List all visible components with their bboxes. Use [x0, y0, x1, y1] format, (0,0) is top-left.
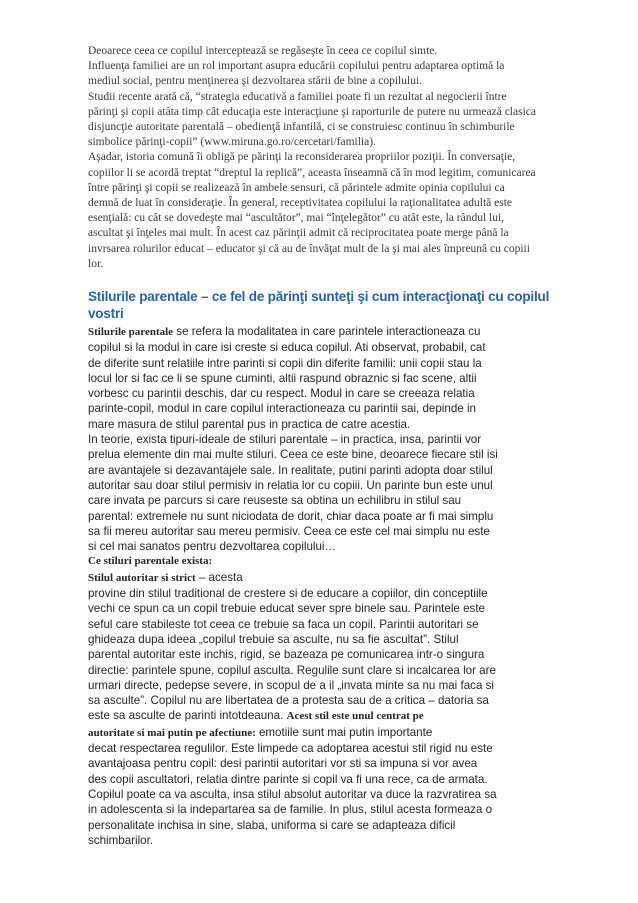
text-line: avantajoasa pentru copil: desi parintii autoritari vor sti sa impuna si vor avea [88, 757, 478, 771]
text-line: parental autoritar este inchis, rigid, se bazeaza pe comunicarea intr-o singura [88, 648, 485, 662]
text-line: simbolice părinţi-copii” (www.miruna.go.ro/cercetari/familia). [88, 136, 376, 149]
text-line: invrsarea rolurilor educat – educator şi că au de învăţat mult de la şi mai ales împreună cu copiii [88, 242, 530, 255]
text-line: des copii ascultatori, relatia dintre parinte si copil va fi una rece, ca de armata. [88, 772, 488, 786]
text-line: Studii recente arată că, “strategia educativă a familiei poate fi un rezultat al negocierii între [88, 90, 507, 103]
text-line: de diferite sunt relatiile intre parinti si copii din diferite familii: unii copii stau la [88, 356, 482, 370]
text-line: si cel mai sanatos pentru dezvoltarea copilului… [88, 540, 337, 554]
parenting-styles-body [88, 324, 562, 848]
text-line: mare masura de stilul parental pus in practica de catre acestia. [88, 417, 411, 431]
section-heading-line: vostri [88, 306, 124, 321]
text-line: care invata pe parcurs si care reuseste sa obtina un echilibru in stilul sau [88, 494, 462, 508]
text-line: între părinţi şi copii se realizează în ambele sensuri, că părintele admite opinia copilului ca [88, 181, 505, 194]
text-line: seful care stabileste tot ceea ce trebuie sa faca un copil. Parintii autoritari se [88, 617, 479, 631]
text-line: ascultat şi înţeles mai mult. În acest caz părinţii admit că reciprocitatea poate merge până la [88, 227, 509, 240]
text-line: sa fii mereu autoritar sau mereu permisiv. Ceea ce este cel mai simplu nu este [88, 524, 490, 538]
text-line: este sa asculte de parinti intotdeauna. Acest stil este unul centrat pe [88, 709, 424, 723]
text-line: In teorie, exista tipuri-ideale de stiluri parentale – in practica, insa, parintii vor [88, 433, 482, 447]
emphasis-text: autoritate si mai putin pe afectiune: [88, 726, 256, 739]
section-heading [88, 288, 568, 322]
text-line: parinte-copil, modul in care copilul interactioneaza cu parintii sai, depinde in [88, 402, 476, 416]
text-line: Aşadar, istoria comună îi obligă pe părinţi la reconsiderarea propriilor poziţii. În conversaţie, [88, 151, 516, 164]
subheading-styles: Ce stiluri parentale exista: [88, 555, 213, 568]
text-line: lor. [88, 257, 104, 270]
text-line: esenţială: cu cât se dovedeşte mai “ascultător”, mai “înţelegător” cu atât este, la rândul lui, [88, 212, 505, 225]
text-line: copiilor li se acordă treptat “dreptul la replică”, aceasta înseamnă că în mod legitim, comunicarea [88, 166, 536, 179]
text-line: vorbesc cu parintii deschis, dar cu respect. Modul in care se creeaza relatia [88, 387, 475, 401]
text-line: Deoarece ceea ce copilul interceptează se regăseşte în ceea ce copilul simte. [88, 45, 438, 57]
text-line: ghideaza dupa ideea „copilul trebuie sa asculte, nu sa fie ascultat”. Stilul [88, 632, 459, 646]
text-line: decat respectarea regulilor. Este limpede ca adoptarea acestui stil rigid nu este [88, 742, 493, 756]
text-line: locul lor si fac ce li se spune cuminti, altii raspund obraznic si fac scene, altii [88, 371, 477, 385]
text-line: directie: parintele spune, copilul asculta. Regulile sunt clare si incalcarea lor are [88, 663, 496, 677]
text-line: vechi ce spun ca un copil trebuie educat sever spre binele sau. Parintele este [88, 602, 486, 616]
text-line: parental: extremele nu sunt niciodata de dorit, chiar daca poate ar fi mai simplu [88, 509, 494, 523]
intro-paragraphs [88, 44, 562, 272]
text-line: in adolescenta si la indepartarea sa de familie. In plus, stilul acesta formeaza o [88, 803, 493, 817]
text-line: autoritate si mai putin pe afectiune: emotiile sunt mai putin importante [88, 725, 433, 739]
text-line: schimbarilor. [88, 833, 154, 847]
text-line: părinţi şi copii atâta timp cât educaţia este interacţiune şi raporturile de putere nu urmează clasica [88, 105, 536, 118]
text-line: mediul social, pentru menţinerea şi dezvoltarea stării de bine a copilului. [88, 75, 423, 88]
text-line: personalitate inchisa in sine, slaba, uniforma si care se adapteaza dificil [88, 818, 456, 832]
text-line: Stilul autoritar si strict – acesta [88, 570, 243, 584]
section-heading-line: Stilurile parentale – ce fel de părinţi sunteţi şi cum interacţionaţi cu copilul [88, 289, 550, 304]
text-line: prelua elemente din mai multe stiluri. Ceea ce este bine, deoarece fiecare stil isi [88, 448, 498, 462]
lead-term: Stilurile parentale [88, 326, 174, 338]
text-line: copilul si la modul in care isi creste si educa copilul. Ati observat, probabil, cat [88, 341, 486, 355]
text-line: Stilurile parentale se refera la modalitatea in care parintele interactioneaza cu [88, 325, 481, 338]
style-title: Stilul autoritar si strict [88, 571, 196, 584]
text-line: are avantajele si dezavantajele sale. In realitate, putini parinti adopta doar stilul [88, 463, 493, 477]
emphasis-text: Acest stil este unul centrat pe [286, 710, 424, 723]
text-line: disjuncţie autoritate parentală – obedienţă infantilă, ci se construiesc continuu în schimburile [88, 121, 515, 134]
text-line: provine din stilul traditional de crestere si de educare a copiilor, din conceptiile [88, 587, 488, 601]
text-line: Influenţa familiei are un rol important asupra educării copilului pentru adaptarea optimă la [88, 60, 505, 73]
text-line: sa asculte”. Copilul nu are libertatea de a protesta sau de a critica – datoria sa [88, 694, 489, 708]
text-line: autoritar sau doar stilul permisiv in relatia lor cu copiii. Un parinte bun este unul [88, 478, 493, 492]
text-line: demnă de luat în consideraţie. În general, receptivitatea copilului la raţionalitatea adultă este [88, 197, 513, 210]
text-line: Copilul poate ca va asculta, insa stilul absolut autoritar va duce la razvratirea sa [88, 787, 497, 801]
text-line: urmari directe, pedepse severe, in scopul de a il „invata minte sa nu mai faca si [88, 678, 494, 692]
